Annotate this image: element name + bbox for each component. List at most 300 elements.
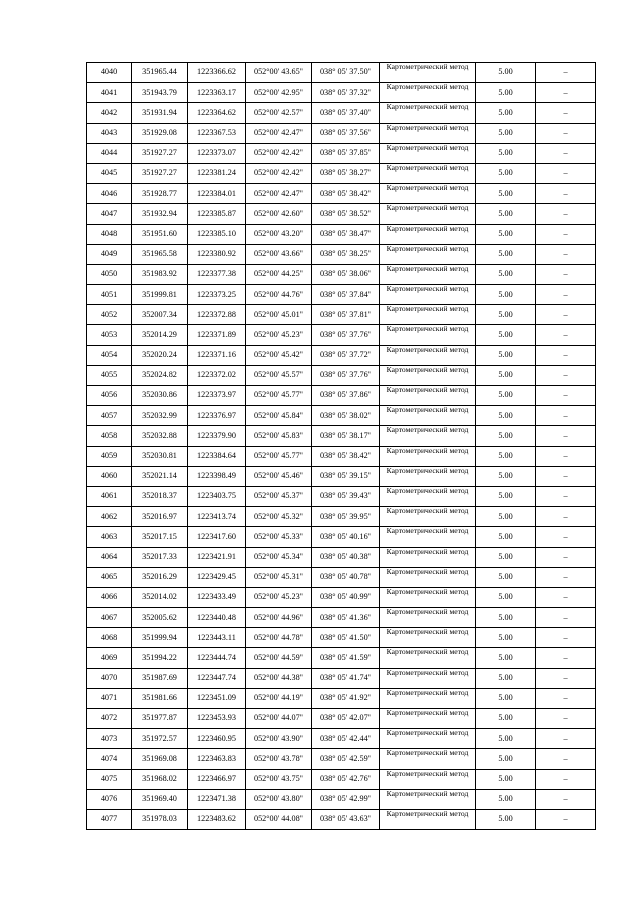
method-cell: Картометрический метод (380, 628, 476, 648)
point-number-cell: 4052 (87, 305, 132, 325)
longitude-cell: 038° 05' 38.17" (312, 426, 380, 446)
method-cell: Картометрический метод (380, 224, 476, 244)
method-cell: Картометрический метод (380, 184, 476, 204)
y-coordinate-cell: 1223466.97 (188, 769, 246, 789)
x-coordinate-cell: 352014.02 (132, 587, 188, 607)
latitude-cell: 052°00' 45.23" (246, 587, 312, 607)
table-row (87, 83, 596, 103)
note-cell: – (536, 345, 596, 365)
note-cell: – (536, 507, 596, 527)
point-number-cell: 4040 (87, 63, 132, 83)
longitude-cell: 038° 05' 37.50" (312, 63, 380, 83)
note-cell: – (536, 587, 596, 607)
x-coordinate-cell: 351978.03 (132, 809, 188, 829)
point-number-cell: 4048 (87, 224, 132, 244)
y-coordinate-cell: 1223444.74 (188, 648, 246, 668)
method-cell: Картометрический метод (380, 83, 476, 103)
longitude-cell: 038° 05' 37.32" (312, 83, 380, 103)
point-number-cell: 4051 (87, 285, 132, 305)
method-cell: Картометрический метод (380, 345, 476, 365)
point-number-cell: 4047 (87, 204, 132, 224)
note-cell: – (536, 204, 596, 224)
latitude-cell: 052°00' 44.78" (246, 628, 312, 648)
x-coordinate-cell: 351927.27 (132, 143, 188, 163)
x-coordinate-cell: 352020.24 (132, 345, 188, 365)
method-cell: Картометрический метод (380, 648, 476, 668)
method-cell: Картометрический метод (380, 325, 476, 345)
accuracy-cell: 5.00 (476, 224, 536, 244)
accuracy-cell: 5.00 (476, 386, 536, 406)
note-cell: – (536, 547, 596, 567)
coordinates-table-body (87, 63, 596, 830)
y-coordinate-cell: 1223429.45 (188, 567, 246, 587)
accuracy-cell: 5.00 (476, 729, 536, 749)
table-row (87, 709, 596, 729)
accuracy-cell: 5.00 (476, 345, 536, 365)
longitude-cell: 038° 05' 41.92" (312, 688, 380, 708)
x-coordinate-cell: 351929.08 (132, 123, 188, 143)
longitude-cell: 038° 05' 42.44" (312, 729, 380, 749)
x-coordinate-cell: 351969.08 (132, 749, 188, 769)
note-cell: – (536, 285, 596, 305)
table-row (87, 688, 596, 708)
method-cell: Картометрический метод (380, 486, 476, 506)
accuracy-cell: 5.00 (476, 365, 536, 385)
table-row (87, 204, 596, 224)
table-row (87, 345, 596, 365)
method-cell: Картометрический метод (380, 386, 476, 406)
latitude-cell: 052°00' 44.59" (246, 648, 312, 668)
note-cell: – (536, 184, 596, 204)
point-number-cell: 4043 (87, 123, 132, 143)
y-coordinate-cell: 1223398.49 (188, 466, 246, 486)
point-number-cell: 4072 (87, 709, 132, 729)
longitude-cell: 038° 05' 38.27" (312, 163, 380, 183)
point-number-cell: 4065 (87, 567, 132, 587)
accuracy-cell: 5.00 (476, 486, 536, 506)
x-coordinate-cell: 352016.97 (132, 507, 188, 527)
latitude-cell: 052°00' 43.78" (246, 749, 312, 769)
method-cell: Картометрический метод (380, 769, 476, 789)
method-cell: Картометрический метод (380, 63, 476, 83)
latitude-cell: 052°00' 43.90" (246, 729, 312, 749)
table-row (87, 749, 596, 769)
point-number-cell: 4054 (87, 345, 132, 365)
table-row (87, 325, 596, 345)
point-number-cell: 4059 (87, 446, 132, 466)
table-row (87, 406, 596, 426)
x-coordinate-cell: 351972.57 (132, 729, 188, 749)
accuracy-cell: 5.00 (476, 648, 536, 668)
x-coordinate-cell: 352017.33 (132, 547, 188, 567)
point-number-cell: 4075 (87, 769, 132, 789)
table-row (87, 729, 596, 749)
accuracy-cell: 5.00 (476, 789, 536, 809)
x-coordinate-cell: 351927.27 (132, 163, 188, 183)
table-row (87, 103, 596, 123)
point-number-cell: 4046 (87, 184, 132, 204)
method-cell: Картометрический метод (380, 466, 476, 486)
accuracy-cell: 5.00 (476, 809, 536, 829)
longitude-cell: 038° 05' 43.63" (312, 809, 380, 829)
x-coordinate-cell: 352032.99 (132, 406, 188, 426)
y-coordinate-cell: 1223372.02 (188, 365, 246, 385)
latitude-cell: 052°00' 45.84" (246, 406, 312, 426)
x-coordinate-cell: 352014.29 (132, 325, 188, 345)
point-number-cell: 4069 (87, 648, 132, 668)
accuracy-cell: 5.00 (476, 527, 536, 547)
accuracy-cell: 5.00 (476, 264, 536, 284)
table-row (87, 486, 596, 506)
latitude-cell: 052°00' 45.33" (246, 527, 312, 547)
y-coordinate-cell: 1223471.38 (188, 789, 246, 809)
point-number-cell: 4058 (87, 426, 132, 446)
y-coordinate-cell: 1223483.62 (188, 809, 246, 829)
note-cell: – (536, 628, 596, 648)
note-cell: – (536, 123, 596, 143)
longitude-cell: 038° 05' 40.99" (312, 587, 380, 607)
point-number-cell: 4064 (87, 547, 132, 567)
table-row (87, 143, 596, 163)
longitude-cell: 038° 05' 41.50" (312, 628, 380, 648)
x-coordinate-cell: 352021.14 (132, 466, 188, 486)
table-row (87, 608, 596, 628)
method-cell: Картометрический метод (380, 264, 476, 284)
latitude-cell: 052°00' 42.47" (246, 184, 312, 204)
latitude-cell: 052°00' 45.32" (246, 507, 312, 527)
note-cell: – (536, 668, 596, 688)
x-coordinate-cell: 352018.37 (132, 486, 188, 506)
method-cell: Картометрический метод (380, 204, 476, 224)
y-coordinate-cell: 1223367.53 (188, 123, 246, 143)
latitude-cell: 052°00' 45.42" (246, 345, 312, 365)
method-cell: Картометрический метод (380, 668, 476, 688)
y-coordinate-cell: 1223373.97 (188, 386, 246, 406)
latitude-cell: 052°00' 42.60" (246, 204, 312, 224)
point-number-cell: 4077 (87, 809, 132, 829)
note-cell: – (536, 244, 596, 264)
longitude-cell: 038° 05' 41.59" (312, 648, 380, 668)
accuracy-cell: 5.00 (476, 709, 536, 729)
y-coordinate-cell: 1223403.75 (188, 486, 246, 506)
latitude-cell: 052°00' 42.42" (246, 163, 312, 183)
accuracy-cell: 5.00 (476, 547, 536, 567)
note-cell: – (536, 789, 596, 809)
method-cell: Картометрический метод (380, 285, 476, 305)
method-cell: Картометрический метод (380, 527, 476, 547)
table-row (87, 184, 596, 204)
y-coordinate-cell: 1223366.62 (188, 63, 246, 83)
accuracy-cell: 5.00 (476, 446, 536, 466)
x-coordinate-cell: 351969.40 (132, 789, 188, 809)
method-cell: Картометрический метод (380, 688, 476, 708)
accuracy-cell: 5.00 (476, 769, 536, 789)
x-coordinate-cell: 352030.86 (132, 386, 188, 406)
note-cell: – (536, 406, 596, 426)
accuracy-cell: 5.00 (476, 688, 536, 708)
x-coordinate-cell: 351999.94 (132, 628, 188, 648)
table-row (87, 668, 596, 688)
x-coordinate-cell: 351983.92 (132, 264, 188, 284)
longitude-cell: 038° 05' 41.74" (312, 668, 380, 688)
longitude-cell: 038° 05' 39.15" (312, 466, 380, 486)
latitude-cell: 052°00' 44.25" (246, 264, 312, 284)
y-coordinate-cell: 1223363.17 (188, 83, 246, 103)
longitude-cell: 038° 05' 38.42" (312, 184, 380, 204)
method-cell: Картометрический метод (380, 244, 476, 264)
note-cell: – (536, 426, 596, 446)
note-cell: – (536, 63, 596, 83)
y-coordinate-cell: 1223372.88 (188, 305, 246, 325)
method-cell: Картометрический метод (380, 809, 476, 829)
y-coordinate-cell: 1223364.62 (188, 103, 246, 123)
y-coordinate-cell: 1223380.92 (188, 244, 246, 264)
latitude-cell: 052°00' 44.76" (246, 285, 312, 305)
note-cell: – (536, 446, 596, 466)
note-cell: – (536, 103, 596, 123)
x-coordinate-cell: 352030.81 (132, 446, 188, 466)
y-coordinate-cell: 1223440.48 (188, 608, 246, 628)
y-coordinate-cell: 1223384.64 (188, 446, 246, 466)
point-number-cell: 4041 (87, 83, 132, 103)
x-coordinate-cell: 351981.66 (132, 688, 188, 708)
longitude-cell: 038° 05' 39.43" (312, 486, 380, 506)
point-number-cell: 4045 (87, 163, 132, 183)
table-row (87, 365, 596, 385)
y-coordinate-cell: 1223453.93 (188, 709, 246, 729)
y-coordinate-cell: 1223417.60 (188, 527, 246, 547)
table-row (87, 285, 596, 305)
accuracy-cell: 5.00 (476, 406, 536, 426)
latitude-cell: 052°00' 42.42" (246, 143, 312, 163)
note-cell: – (536, 466, 596, 486)
latitude-cell: 052°00' 45.57" (246, 365, 312, 385)
latitude-cell: 052°00' 45.31" (246, 567, 312, 587)
latitude-cell: 052°00' 45.34" (246, 547, 312, 567)
latitude-cell: 052°00' 43.75" (246, 769, 312, 789)
longitude-cell: 038° 05' 37.85" (312, 143, 380, 163)
longitude-cell: 038° 05' 38.42" (312, 446, 380, 466)
method-cell: Картометрический метод (380, 406, 476, 426)
point-number-cell: 4056 (87, 386, 132, 406)
latitude-cell: 052°00' 42.47" (246, 123, 312, 143)
table-row (87, 123, 596, 143)
longitude-cell: 038° 05' 42.76" (312, 769, 380, 789)
longitude-cell: 038° 05' 37.84" (312, 285, 380, 305)
point-number-cell: 4044 (87, 143, 132, 163)
method-cell: Картометрический метод (380, 507, 476, 527)
x-coordinate-cell: 351994.22 (132, 648, 188, 668)
accuracy-cell: 5.00 (476, 507, 536, 527)
y-coordinate-cell: 1223447.74 (188, 668, 246, 688)
method-cell: Картометрический метод (380, 608, 476, 628)
accuracy-cell: 5.00 (476, 163, 536, 183)
y-coordinate-cell: 1223373.25 (188, 285, 246, 305)
accuracy-cell: 5.00 (476, 143, 536, 163)
note-cell: – (536, 365, 596, 385)
table-row (87, 305, 596, 325)
latitude-cell: 052°00' 45.77" (246, 446, 312, 466)
x-coordinate-cell: 351977.87 (132, 709, 188, 729)
note-cell: – (536, 809, 596, 829)
longitude-cell: 038° 05' 41.36" (312, 608, 380, 628)
note-cell: – (536, 749, 596, 769)
accuracy-cell: 5.00 (476, 466, 536, 486)
x-coordinate-cell: 351965.44 (132, 63, 188, 83)
y-coordinate-cell: 1223460.95 (188, 729, 246, 749)
y-coordinate-cell: 1223463.83 (188, 749, 246, 769)
note-cell: – (536, 648, 596, 668)
accuracy-cell: 5.00 (476, 305, 536, 325)
note-cell: – (536, 688, 596, 708)
point-number-cell: 4053 (87, 325, 132, 345)
x-coordinate-cell: 352032.88 (132, 426, 188, 446)
x-coordinate-cell: 352005.62 (132, 608, 188, 628)
y-coordinate-cell: 1223377.38 (188, 264, 246, 284)
note-cell: – (536, 163, 596, 183)
longitude-cell: 038° 05' 40.78" (312, 567, 380, 587)
longitude-cell: 038° 05' 38.52" (312, 204, 380, 224)
accuracy-cell: 5.00 (476, 325, 536, 345)
note-cell: – (536, 264, 596, 284)
point-number-cell: 4049 (87, 244, 132, 264)
accuracy-cell: 5.00 (476, 204, 536, 224)
latitude-cell: 052°00' 44.08" (246, 809, 312, 829)
method-cell: Картометрический метод (380, 567, 476, 587)
point-number-cell: 4066 (87, 587, 132, 607)
longitude-cell: 038° 05' 37.81" (312, 305, 380, 325)
x-coordinate-cell: 351931.94 (132, 103, 188, 123)
method-cell: Картометрический метод (380, 446, 476, 466)
latitude-cell: 052°00' 44.96" (246, 608, 312, 628)
latitude-cell: 052°00' 45.83" (246, 426, 312, 446)
method-cell: Картометрический метод (380, 789, 476, 809)
longitude-cell: 038° 05' 37.40" (312, 103, 380, 123)
x-coordinate-cell: 351999.81 (132, 285, 188, 305)
x-coordinate-cell: 351928.77 (132, 184, 188, 204)
table-row (87, 446, 596, 466)
accuracy-cell: 5.00 (476, 628, 536, 648)
y-coordinate-cell: 1223451.09 (188, 688, 246, 708)
y-coordinate-cell: 1223379.90 (188, 426, 246, 446)
y-coordinate-cell: 1223385.87 (188, 204, 246, 224)
table-row (87, 547, 596, 567)
latitude-cell: 052°00' 45.46" (246, 466, 312, 486)
x-coordinate-cell: 351951.60 (132, 224, 188, 244)
y-coordinate-cell: 1223443.11 (188, 628, 246, 648)
method-cell: Картометрический метод (380, 103, 476, 123)
x-coordinate-cell: 351965.58 (132, 244, 188, 264)
y-coordinate-cell: 1223385.10 (188, 224, 246, 244)
point-number-cell: 4068 (87, 628, 132, 648)
x-coordinate-cell: 351987.69 (132, 668, 188, 688)
longitude-cell: 038° 05' 37.76" (312, 325, 380, 345)
table-row (87, 648, 596, 668)
point-number-cell: 4074 (87, 749, 132, 769)
note-cell: – (536, 224, 596, 244)
longitude-cell: 038° 05' 39.95" (312, 507, 380, 527)
method-cell: Картометрический метод (380, 709, 476, 729)
accuracy-cell: 5.00 (476, 123, 536, 143)
point-number-cell: 4067 (87, 608, 132, 628)
method-cell: Картометрический метод (380, 749, 476, 769)
y-coordinate-cell: 1223376.97 (188, 406, 246, 426)
y-coordinate-cell: 1223381.24 (188, 163, 246, 183)
y-coordinate-cell: 1223371.16 (188, 345, 246, 365)
x-coordinate-cell: 351943.79 (132, 83, 188, 103)
y-coordinate-cell: 1223384.01 (188, 184, 246, 204)
longitude-cell: 038° 05' 38.06" (312, 264, 380, 284)
note-cell: – (536, 386, 596, 406)
x-coordinate-cell: 352024.82 (132, 365, 188, 385)
latitude-cell: 052°00' 44.38" (246, 668, 312, 688)
table-row (87, 567, 596, 587)
x-coordinate-cell: 352017.15 (132, 527, 188, 547)
table-row (87, 587, 596, 607)
table-row (87, 224, 596, 244)
note-cell: – (536, 608, 596, 628)
coordinates-table (86, 62, 596, 830)
x-coordinate-cell: 352007.34 (132, 305, 188, 325)
longitude-cell: 038° 05' 38.47" (312, 224, 380, 244)
accuracy-cell: 5.00 (476, 587, 536, 607)
method-cell: Картометрический метод (380, 547, 476, 567)
accuracy-cell: 5.00 (476, 244, 536, 264)
point-number-cell: 4057 (87, 406, 132, 426)
accuracy-cell: 5.00 (476, 285, 536, 305)
latitude-cell: 052°00' 44.07" (246, 709, 312, 729)
latitude-cell: 052°00' 45.23" (246, 325, 312, 345)
note-cell: – (536, 305, 596, 325)
longitude-cell: 038° 05' 42.07" (312, 709, 380, 729)
method-cell: Картометрический метод (380, 163, 476, 183)
note-cell: – (536, 567, 596, 587)
method-cell: Картометрический метод (380, 426, 476, 446)
note-cell: – (536, 486, 596, 506)
accuracy-cell: 5.00 (476, 83, 536, 103)
longitude-cell: 038° 05' 37.76" (312, 365, 380, 385)
y-coordinate-cell: 1223413.74 (188, 507, 246, 527)
longitude-cell: 038° 05' 37.56" (312, 123, 380, 143)
point-number-cell: 4042 (87, 103, 132, 123)
latitude-cell: 052°00' 43.80" (246, 789, 312, 809)
accuracy-cell: 5.00 (476, 668, 536, 688)
note-cell: – (536, 769, 596, 789)
point-number-cell: 4063 (87, 527, 132, 547)
longitude-cell: 038° 05' 37.72" (312, 345, 380, 365)
latitude-cell: 052°00' 42.57" (246, 103, 312, 123)
note-cell: – (536, 709, 596, 729)
latitude-cell: 052°00' 43.65" (246, 63, 312, 83)
table-row (87, 789, 596, 809)
point-number-cell: 4073 (87, 729, 132, 749)
point-number-cell: 4076 (87, 789, 132, 809)
table-row (87, 769, 596, 789)
x-coordinate-cell: 352016.29 (132, 567, 188, 587)
method-cell: Картометрический метод (380, 587, 476, 607)
latitude-cell: 052°00' 45.77" (246, 386, 312, 406)
point-number-cell: 4070 (87, 668, 132, 688)
table-row (87, 809, 596, 829)
point-number-cell: 4071 (87, 688, 132, 708)
latitude-cell: 052°00' 43.66" (246, 244, 312, 264)
accuracy-cell: 5.00 (476, 608, 536, 628)
point-number-cell: 4060 (87, 466, 132, 486)
longitude-cell: 038° 05' 38.25" (312, 244, 380, 264)
method-cell: Картометрический метод (380, 123, 476, 143)
latitude-cell: 052°00' 45.37" (246, 486, 312, 506)
longitude-cell: 038° 05' 42.59" (312, 749, 380, 769)
